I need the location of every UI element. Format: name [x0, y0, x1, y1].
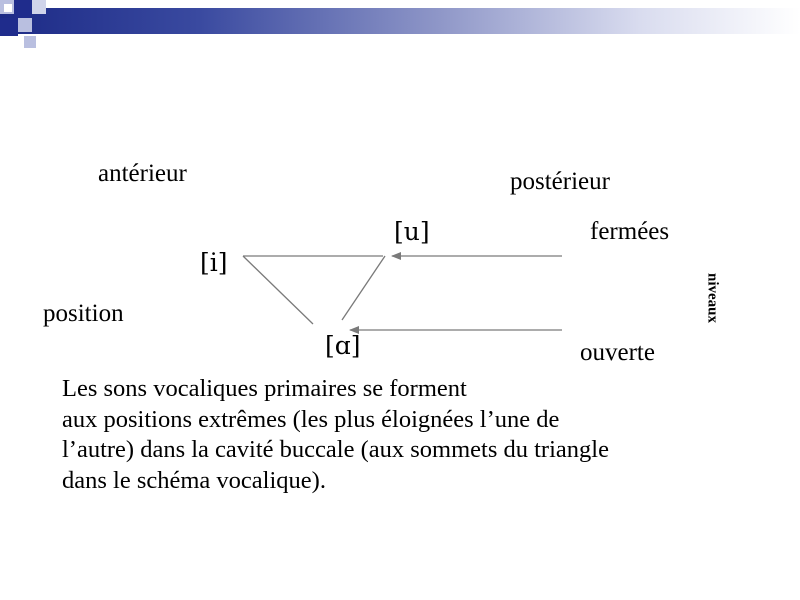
anterior-label: antérieur: [98, 160, 187, 187]
vowel-u-label: [u]: [394, 217, 430, 246]
posterior-label: postérieur: [510, 168, 610, 195]
open-label: ouverte: [580, 339, 655, 366]
paragraph-line-4: dans le schéma vocalique).: [62, 466, 326, 494]
vowel-i-label: [i]: [200, 248, 228, 277]
closed-label: fermées: [590, 218, 670, 245]
paragraph-line-1: Les sons vocaliques primaires se forment: [62, 375, 467, 402]
paragraph-line-3: l’autre) dans la cavité buccale (aux sommets du triangle: [62, 436, 609, 463]
vowel-a-label: [ɑ]: [325, 331, 361, 360]
levels-label: niveaux: [704, 272, 721, 324]
triangle-line-i-to-a: [243, 256, 313, 324]
triangle-line-a-to-u: [342, 256, 385, 320]
paragraph-line-2: aux positions extrêmes (les plus éloignées l’une de: [62, 405, 560, 433]
position-label: position: [43, 300, 124, 327]
explanation-paragraph: [62, 374, 782, 496]
